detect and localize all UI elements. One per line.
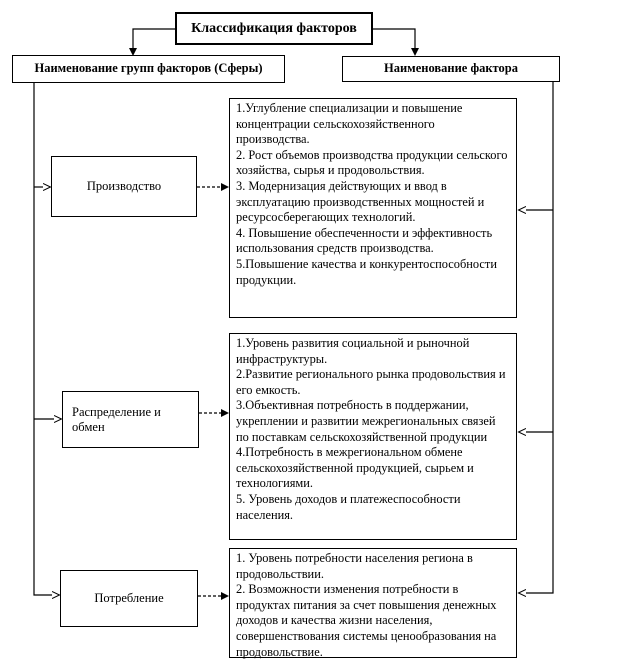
- title-box: Классификация факторов: [175, 12, 373, 45]
- factor-item: 4.Потребность в межрегиональном обмене сельскохозяйственной продукцией, сырьем и технологиями.: [236, 445, 474, 491]
- group-label-consumption: Потребление: [94, 591, 164, 605]
- factor-item: 1.Углубление специализации и повышение концентрации сельскохозяйственного производства.: [236, 101, 463, 147]
- group-label-production: Производство: [86, 179, 162, 193]
- factor-list-production: [229, 98, 517, 318]
- factor-item: 2. Возможности изменения потребности в продуктах питания за счет повышения денежных доходов и качества жизни населения, совершенствования системы ценообразования на продовольствие.: [236, 582, 497, 659]
- factor-item: 5. Уровень доходов и платежеспособности населения.: [236, 491, 461, 522]
- factor-item: 4. Повышение обеспеченности и эффективность использования средств производства.: [236, 225, 493, 256]
- group-label-distribution: Распределение и обмен: [72, 404, 161, 434]
- factor-item: 2.Развитие регионального рынка продовольствия и его емкость.: [236, 367, 506, 397]
- group-box-consumption: [60, 570, 198, 627]
- group-box-production: [51, 156, 197, 217]
- factor-item: 1.Уровень развития социальной и рыночной инфраструктуры.: [236, 336, 470, 366]
- right-spine-line: [526, 82, 553, 593]
- factor-list-distribution: [229, 333, 517, 540]
- factor-item: 3.Объективная потребность в поддержании, укреплении и развитии межрегиональных связей по поставкам сельскохозяйственной продукции: [236, 398, 496, 444]
- arrow-title-to-factor-header: [373, 29, 415, 48]
- group-header-box: Наименование групп факторов (Сферы): [12, 55, 285, 83]
- factor-item: 2. Рост объемов производства продукции сельского хозяйства, сырья и продовольствия.: [236, 147, 508, 178]
- factor-list-consumption: [229, 548, 517, 658]
- factor-item: 5.Повышение качества и конкурентоспособности продукции.: [236, 256, 497, 287]
- left-spine-line: [34, 83, 52, 595]
- factor-header-box: Наименование фактора: [342, 56, 560, 82]
- factor-item: 3. Модернизация действующих и ввод в эксплуатацию производственных мощностей и ресурсосберегающих технологий.: [236, 178, 485, 225]
- group-box-distribution: [62, 391, 199, 448]
- factor-item: 1. Уровень потребности населения региона в продовольствии.: [236, 551, 473, 581]
- arrow-title-to-group-header: [133, 29, 175, 48]
